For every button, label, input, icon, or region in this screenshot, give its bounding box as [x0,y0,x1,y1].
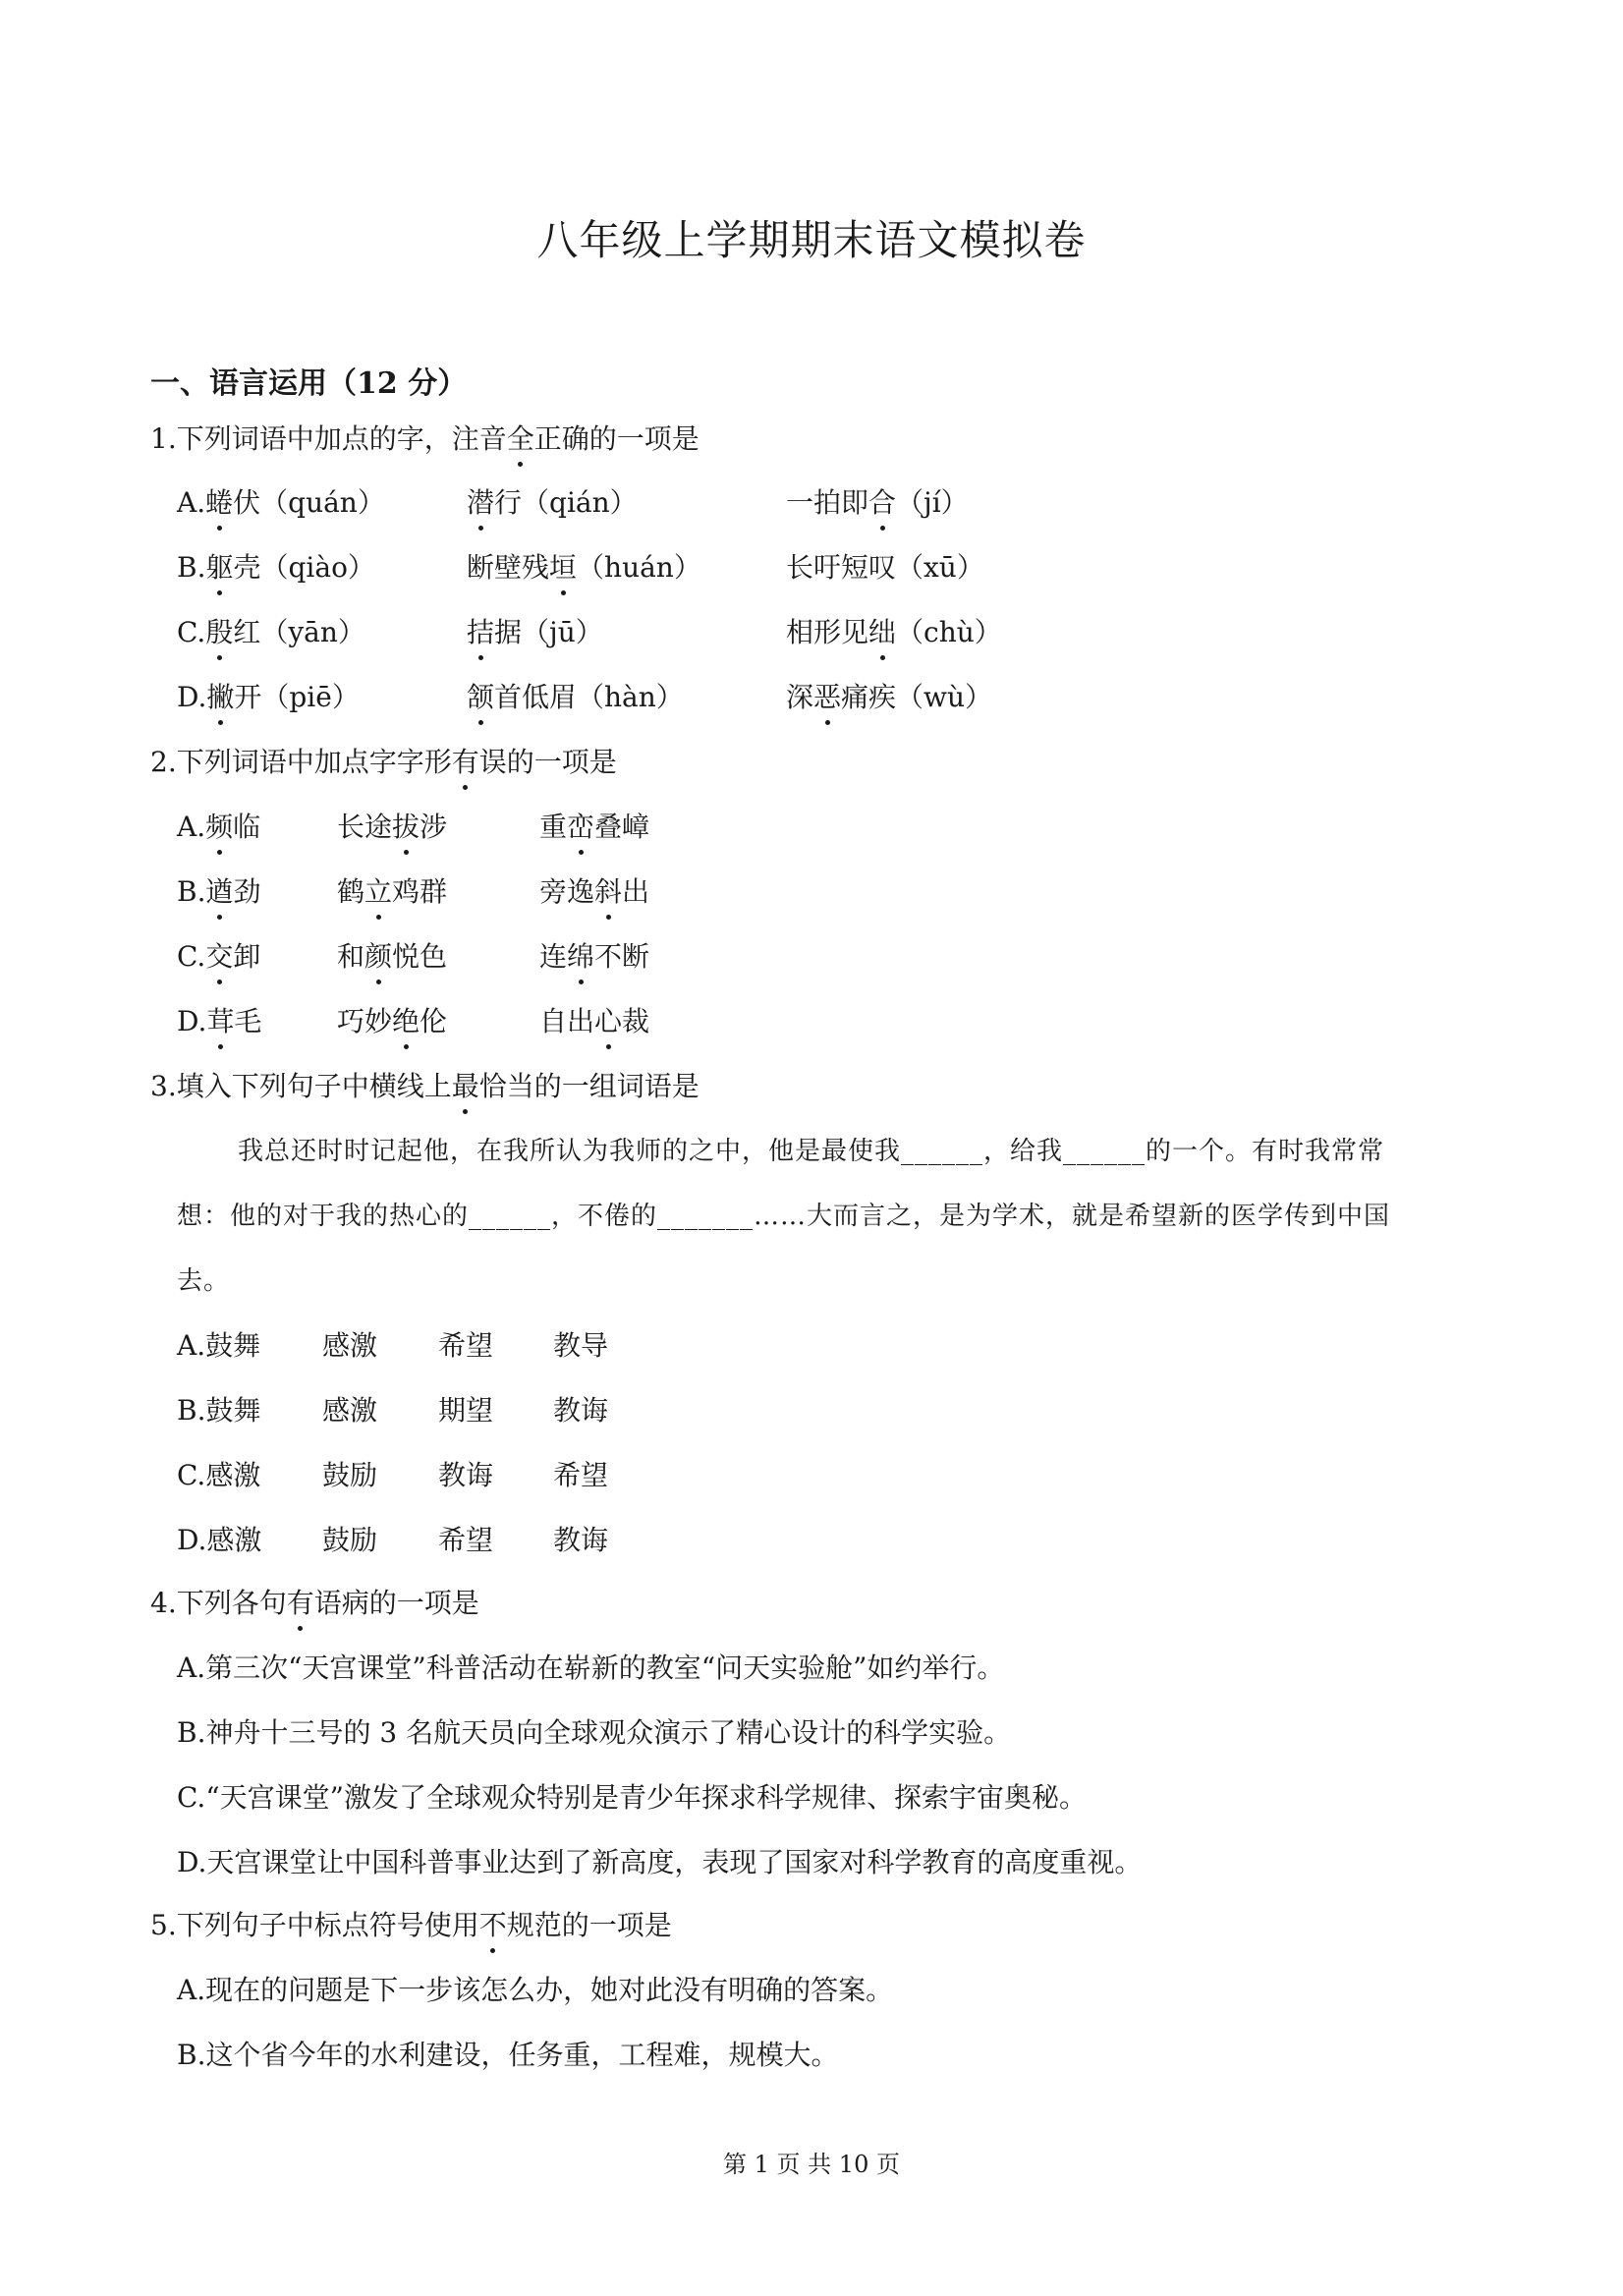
section-heading: 一、语言运用（12 分） [150,366,468,401]
question-4-option-c: C.“天宫课堂”激发了全球观众特别是青少年探求科学规律、探索宇宙奥秘。 [177,1781,1087,1814]
passage-line: 我总还时时记起他，在我所认为我师的之中，他是最使我______，给我______的一个。有时我常常 [238,1137,1385,1166]
question-4-stem: 4.下列各句有语病的一项是 [150,1584,479,1623]
question-4-option-d: D.天宫课堂让中国科普事业达到了新高度，表现了国家对科学教育的高度重视。 [177,1846,1143,1878]
passage-line: 想：他的对于我的热心的______，不倦的_______……大而言之，是为学术，就是希望新的医学传到中国 [177,1202,1391,1231]
question-4-option-b: B.神舟十三号的 3 名航天员向全球观众演示了精心设计的科学实验。 [177,1716,1012,1749]
question-5-option-b: B.这个省今年的水利建设，任务重，工程难，规模大。 [177,2039,839,2071]
question-5-stem: 5.下列句子中标点符号使用不规范的一项是 [150,1906,672,1945]
question-1-stem: 1.下列词语中加点的字，注音全正确的一项是 [150,420,700,459]
question-2-stem: 2.下列词语中加点字字形有误的一项是 [150,743,617,782]
question-5-option-a: A.现在的问题是下一步该怎么办，她对此没有明确的答案。 [177,1974,894,2006]
passage-line: 去。 [177,1266,231,1296]
page-title: 八年级上学期期末语文模拟卷 [536,216,1087,264]
question-3-stem: 3.填入下列句子中横线上最恰当的一组词语是 [150,1067,700,1106]
page-footer: 第 1 页 共 10 页 [723,2151,900,2178]
question-4-option-a: A.第三次“天宫课堂”科普活动在崭新的教室“问天实验舱”如约举行。 [177,1652,1005,1684]
